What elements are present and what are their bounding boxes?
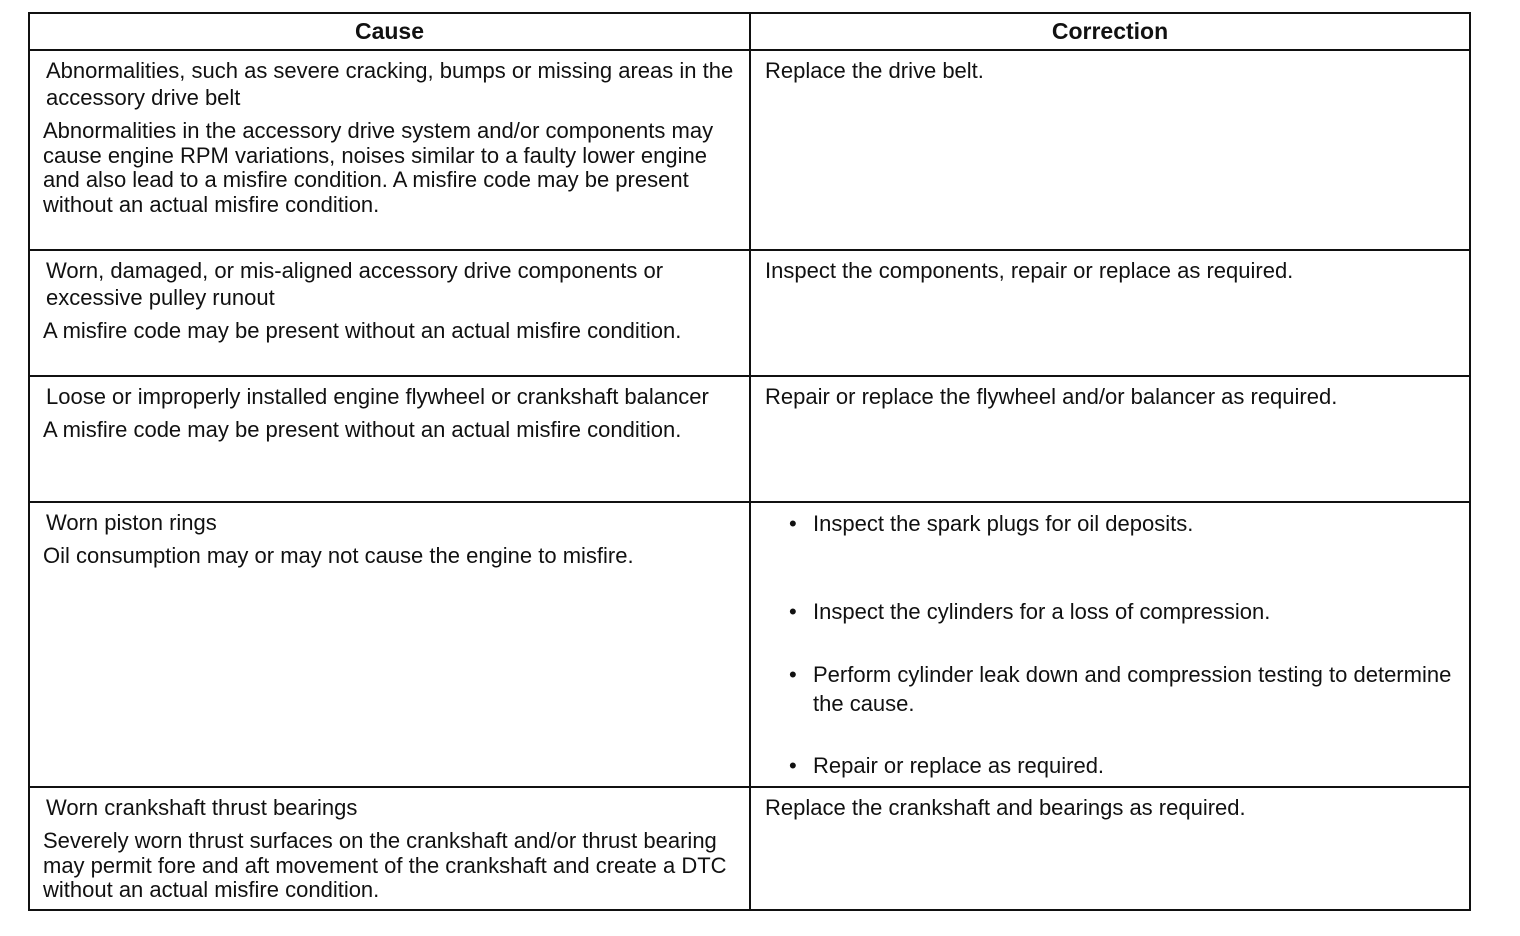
cause-cell [29,50,750,250]
correction-cell [750,376,1470,502]
correction-text: Replace the crankshaft and bearings as required. [765,795,1246,820]
bullet-text: Repair or replace as required. [813,753,1105,778]
bullet-icon: • [789,511,797,536]
cause-cell [29,787,750,910]
correction-text: Repair or replace the flywheel and/or balancer as required. [765,384,1338,409]
header-row [29,13,1470,50]
correction-column-header: Correction [750,13,1470,50]
bullet-icon: • [789,599,797,624]
table-row [29,50,1470,250]
table-row [29,502,1470,787]
bullet-text: Perform cylinder leak down and compression testing to determine the cause. [813,662,1452,716]
cause-cell [29,376,750,502]
cause-title: Worn piston rings [46,510,217,535]
correction-text: Replace the drive belt. [765,58,984,83]
bullet-icon: • [789,753,797,778]
cause-column-header: Cause [29,13,750,50]
cause-title: Worn, damaged, or mis-aligned accessory drive components or excessive pulley runout [46,258,664,310]
cause-description: Abnormalities in the accessory drive system and/or components may cause engine RPM variations, noises similar to a faulty lower engine and also lead to a misfire condition. A misfire code may be present without an actual misfire condition. [43,118,714,217]
cause-title: Worn crankshaft thrust bearings [46,795,358,820]
bullet-icon: • [789,662,797,687]
diagnostic-table [28,12,1471,911]
table-row [29,250,1470,376]
correction-bullet-list [765,509,1463,780]
cause-title: Loose or improperly installed engine flywheel or crankshaft balancer [46,384,709,409]
bullet-item [789,597,1463,626]
correction-cell [750,502,1470,787]
bullet-item [789,751,1463,780]
bullet-item [789,660,1463,718]
bullet-text: Inspect the spark plugs for oil deposits. [813,511,1194,536]
table-row [29,787,1470,910]
cause-cell [29,250,750,376]
cause-cell [29,502,750,787]
correction-cell [750,50,1470,250]
correction-cell [750,250,1470,376]
bullet-item [789,509,1463,538]
table-row [29,376,1470,502]
cause-description: Severely worn thrust surfaces on the crankshaft and/or thrust bearing may permit fore and aft movement of the crankshaft and create a DTC without an actual misfire condition. [43,828,727,902]
correction-text: Inspect the components, repair or replace as required. [765,258,1294,283]
bullet-text: Inspect the cylinders for a loss of compression. [813,599,1271,624]
cause-description: A misfire code may be present without an actual misfire condition. [43,417,682,442]
cause-description: A misfire code may be present without an actual misfire condition. [43,318,682,343]
cause-description: Oil consumption may or may not cause the engine to misfire. [43,543,634,568]
correction-cell [750,787,1470,910]
cause-title: Abnormalities, such as severe cracking, bumps or missing areas in the accessory drive belt [46,58,734,110]
